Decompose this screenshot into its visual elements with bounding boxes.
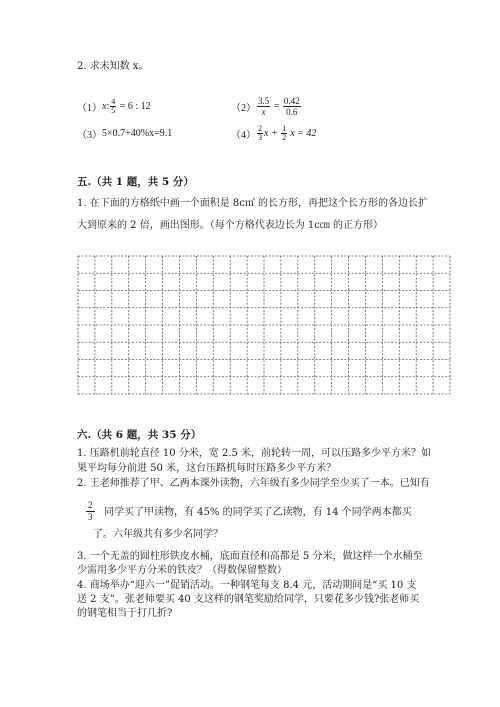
grid-svg (77, 255, 451, 395)
problem-2-fraction-1 (257, 96, 270, 117)
section6-heading: 六.（共 6 题，共 35 分） (77, 429, 202, 441)
section6-q1-line2: 果平均每分前进 50 米，这台压路机每时压路多少平方米？ (77, 463, 337, 474)
problem-1-frac-den: 5 (111, 105, 116, 115)
section6-q2-frac-num: 2 (88, 500, 93, 510)
problem-4-f2-den: 2 (282, 132, 287, 142)
section6-q4-line1: 4. 商场举办“迎六一”促销活动。一种钢笔每支 8.4 元，活动期间是“买 10 支 (77, 580, 417, 591)
section6-q3-line2: 少需用多少平方分米的铁皮？（得数保留整数） (77, 565, 287, 576)
problem-1 (77, 97, 151, 115)
section6-q2-frac-den: 3 (88, 512, 93, 522)
problem-2-eq: = (271, 100, 282, 112)
square-grid[interactable] (77, 255, 451, 395)
section5-q1-line1: 1. 在下面的方格纸中画一个面积是 8c㎡ 的长方形，再把这个长方形的各边长扩 (77, 198, 429, 209)
section6-q4-line3: 的钢笔相当于打几折? (77, 608, 173, 619)
section6-q2-line3: 了。六年级共有多少名同学？ (93, 529, 223, 540)
section6-q2-line1: 2. 王老师推荐了甲、乙两本课外读物，六年级有多少同学至少买了一本。已知有 (77, 478, 430, 489)
problem-4-tail: x = 42 (290, 127, 317, 139)
problem-1-colon: : (106, 100, 110, 112)
problem-1-frac-num: 4 (111, 96, 116, 106)
section5-q1-line2: 大到原来的 2 倍，画出图形。（每个方格代表边长为 1c㎝ 的正方形） (77, 220, 384, 231)
section6-q3-line1: 3. 一个无盖的圆柱形铁皮水桶，底面直径和高都是 5 分米，做这样一个水桶至 (77, 551, 423, 562)
problem-4-fraction-2 (281, 125, 287, 142)
problem-4 (231, 124, 316, 142)
section6-q2-fraction (86, 500, 95, 523)
problem-3 (77, 126, 172, 140)
problem-2-frac2-den: 0.6 (286, 106, 298, 117)
problem-1-label: （1） (77, 102, 102, 114)
section2-title: 2. 求未知数 x。 (77, 61, 149, 72)
problem-4-f1-num: 2 (258, 123, 262, 133)
problem-1-fraction (110, 98, 116, 115)
problem-4-mid: x + (264, 127, 281, 139)
problem-4-label: （4） (231, 129, 256, 141)
section6-q1-line1: 1. 压路机前轮直径 10 分米，宽 2.5 米，前轮转一周，可以压路多少平方米？如 (77, 448, 432, 459)
problem-2-frac2-num: 0.42 (283, 95, 300, 106)
problem-2-fraction-2 (283, 96, 301, 117)
problem-2-frac1-den: x (261, 106, 266, 117)
problem-3-expr: 5×0.7+40%x=9.1 (102, 127, 173, 139)
section5-heading: 五.（共 1 题，共 5 分） (77, 176, 194, 188)
problem-4-f1-den: 3 (258, 132, 262, 142)
problem-1-var: x (102, 100, 107, 112)
problem-3-label: （3） (77, 129, 102, 141)
problem-4-fraction-1 (257, 125, 263, 142)
section6-q2-line2: 同学买了甲读物，有 45% 的同学买了乙读物，有 14 个同学两本都买 (104, 507, 412, 518)
problem-4-f2-num: 1 (282, 123, 287, 133)
section6-q4-line2: 送 2 支”。张老师要买 40 支这样的钢笔奖励给同学，只要花多少钱?张老师买 (77, 594, 420, 605)
problem-1-rhs: = 6 : 12 (117, 100, 151, 112)
problem-2-frac1-num: 3.5 (258, 95, 270, 106)
problem-2-label: （2） (231, 102, 256, 114)
problem-2 (231, 96, 302, 116)
